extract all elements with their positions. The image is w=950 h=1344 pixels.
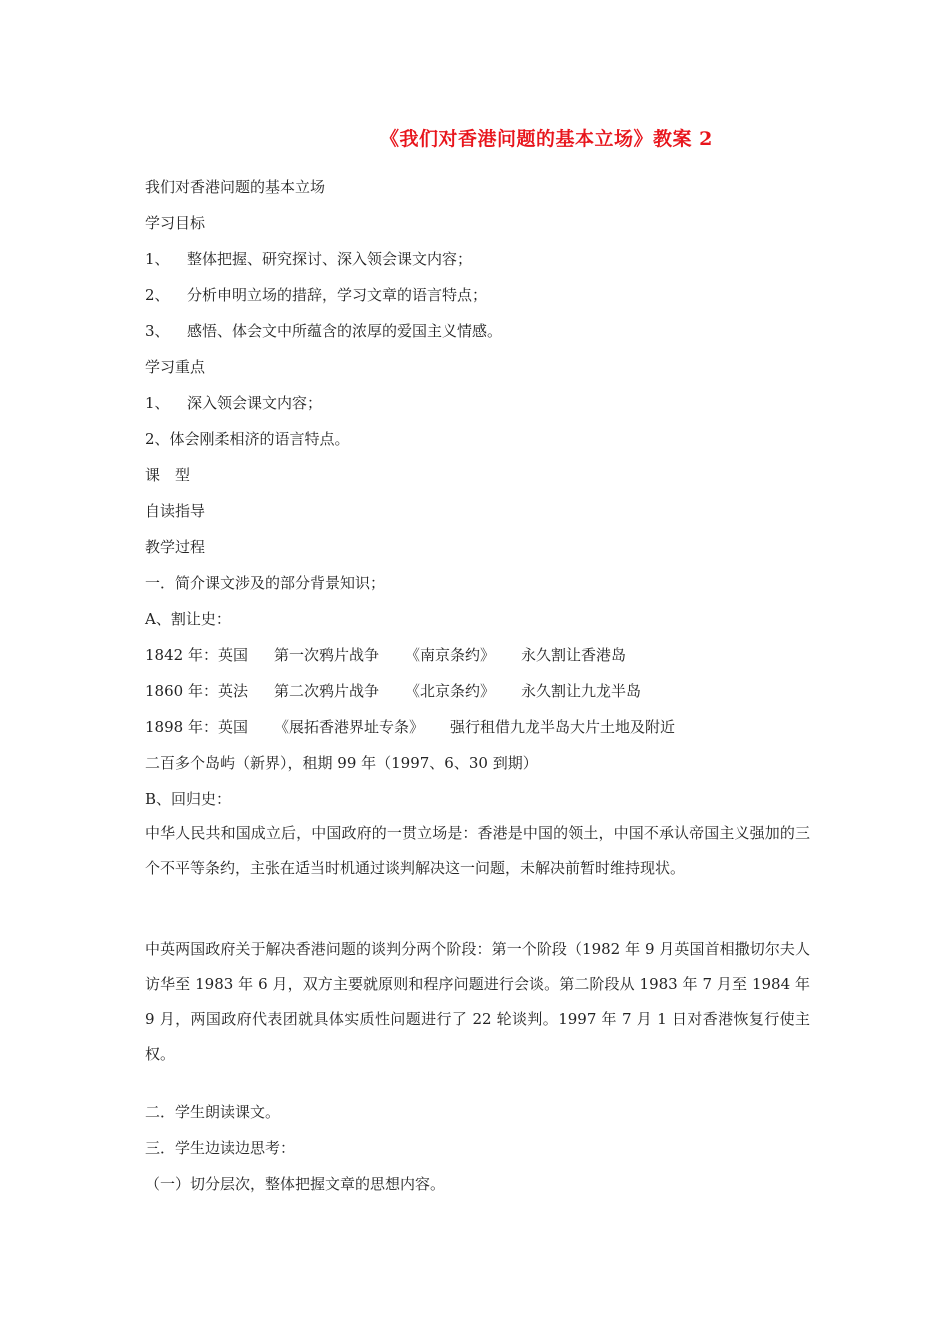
goals-heading: 学习目标 — [145, 214, 206, 232]
history-year: 1860 年： — [145, 682, 218, 700]
goal-number: 3、 — [145, 322, 170, 340]
goal-text: 分析申明立场的措辞，学习文章的语言特点； — [187, 286, 488, 304]
paragraph-position: 中华人民共和国成立后，中国政府的一贯立场是：香港是中国的领土，中国不承认帝国主义强加的三个不平等条约，主张在适当时机通过谈判解决这一问题，未解决前暂时维持现状。 — [145, 824, 810, 877]
history-result: 永久割让香港岛 — [521, 646, 627, 664]
focus-item — [145, 393, 322, 413]
history-country: 英国 — [217, 718, 248, 736]
history-row — [145, 645, 626, 665]
history-result: 永久割让九龙半岛 — [521, 682, 642, 700]
section-b-heading: B、回归史： — [145, 790, 232, 808]
goal-text: 感悟、体会文中所蕴含的浓厚的爱国主义情感。 — [187, 322, 503, 340]
history-continuation: 二百多个岛屿（新界），租期 99 年（1997、6、30 到期） — [145, 754, 538, 772]
history-year: 1898 年： — [145, 718, 218, 736]
history-year: 1842 年： — [145, 646, 218, 664]
goal-item — [145, 249, 472, 269]
process-heading: 教学过程 — [145, 538, 206, 556]
history-row — [145, 681, 641, 701]
focus-number: 1、 — [145, 394, 170, 412]
history-country: 英国 — [217, 646, 248, 664]
section-2-heading: 二．学生朗读课文。 — [145, 1103, 281, 1121]
goal-number: 2、 — [145, 286, 170, 304]
history-row — [145, 717, 675, 737]
lesson-type-label: 课 型 — [145, 466, 191, 484]
focus-text: 深入领会课文内容； — [187, 394, 323, 412]
history-result: 强行租借九龙半岛大片土地及附近 — [449, 718, 675, 736]
history-event: 第一次鸦片战争 — [273, 646, 379, 664]
section-1-heading: 一．简介课文涉及的部分背景知识； — [145, 574, 386, 592]
section-a-heading: A、割让史： — [145, 610, 231, 628]
section-3-heading: 三．学生边读边思考： — [145, 1139, 296, 1157]
document-title: 《我们对香港问题的基本立场》教案 2 — [380, 128, 713, 150]
history-treaty: 《南京条约》 — [404, 646, 495, 664]
history-country: 英法 — [217, 682, 248, 700]
paragraph-negotiation: 中英两国政府关于解决香港问题的谈判分两个阶段：第一个阶段（1982 年 9 月英国首相撒切尔夫人访华至 1983 年 6 月，双方主要就原则和程序问题进行会谈。第二阶段从 1983 年 7 月至 1984 年 9 月，两国政府代表团就具体实质性问题进行了 22 轮谈判。1997 年 7 月 1 日对香港恢复行使主权。 — [145, 940, 810, 1063]
history-treaty: 《北京条约》 — [404, 682, 495, 700]
focus-item: 2、体会刚柔相济的语言特点。 — [145, 430, 350, 448]
self-study-label: 自读指导 — [145, 502, 206, 520]
subtitle: 我们对香港问题的基本立场 — [145, 178, 326, 196]
history-treaty: 《展拓香港界址专条》 — [273, 718, 424, 736]
history-event: 第二次鸦片战争 — [273, 682, 379, 700]
goal-item — [145, 321, 502, 341]
goal-text: 整体把握、研究探讨、深入领会课文内容； — [187, 250, 473, 268]
section-3-sub-1: （一）切分层次，整体把握文章的思想内容。 — [145, 1175, 446, 1193]
goal-number: 1、 — [145, 250, 170, 268]
focus-heading: 学习重点 — [145, 358, 206, 376]
goal-item — [145, 285, 487, 305]
